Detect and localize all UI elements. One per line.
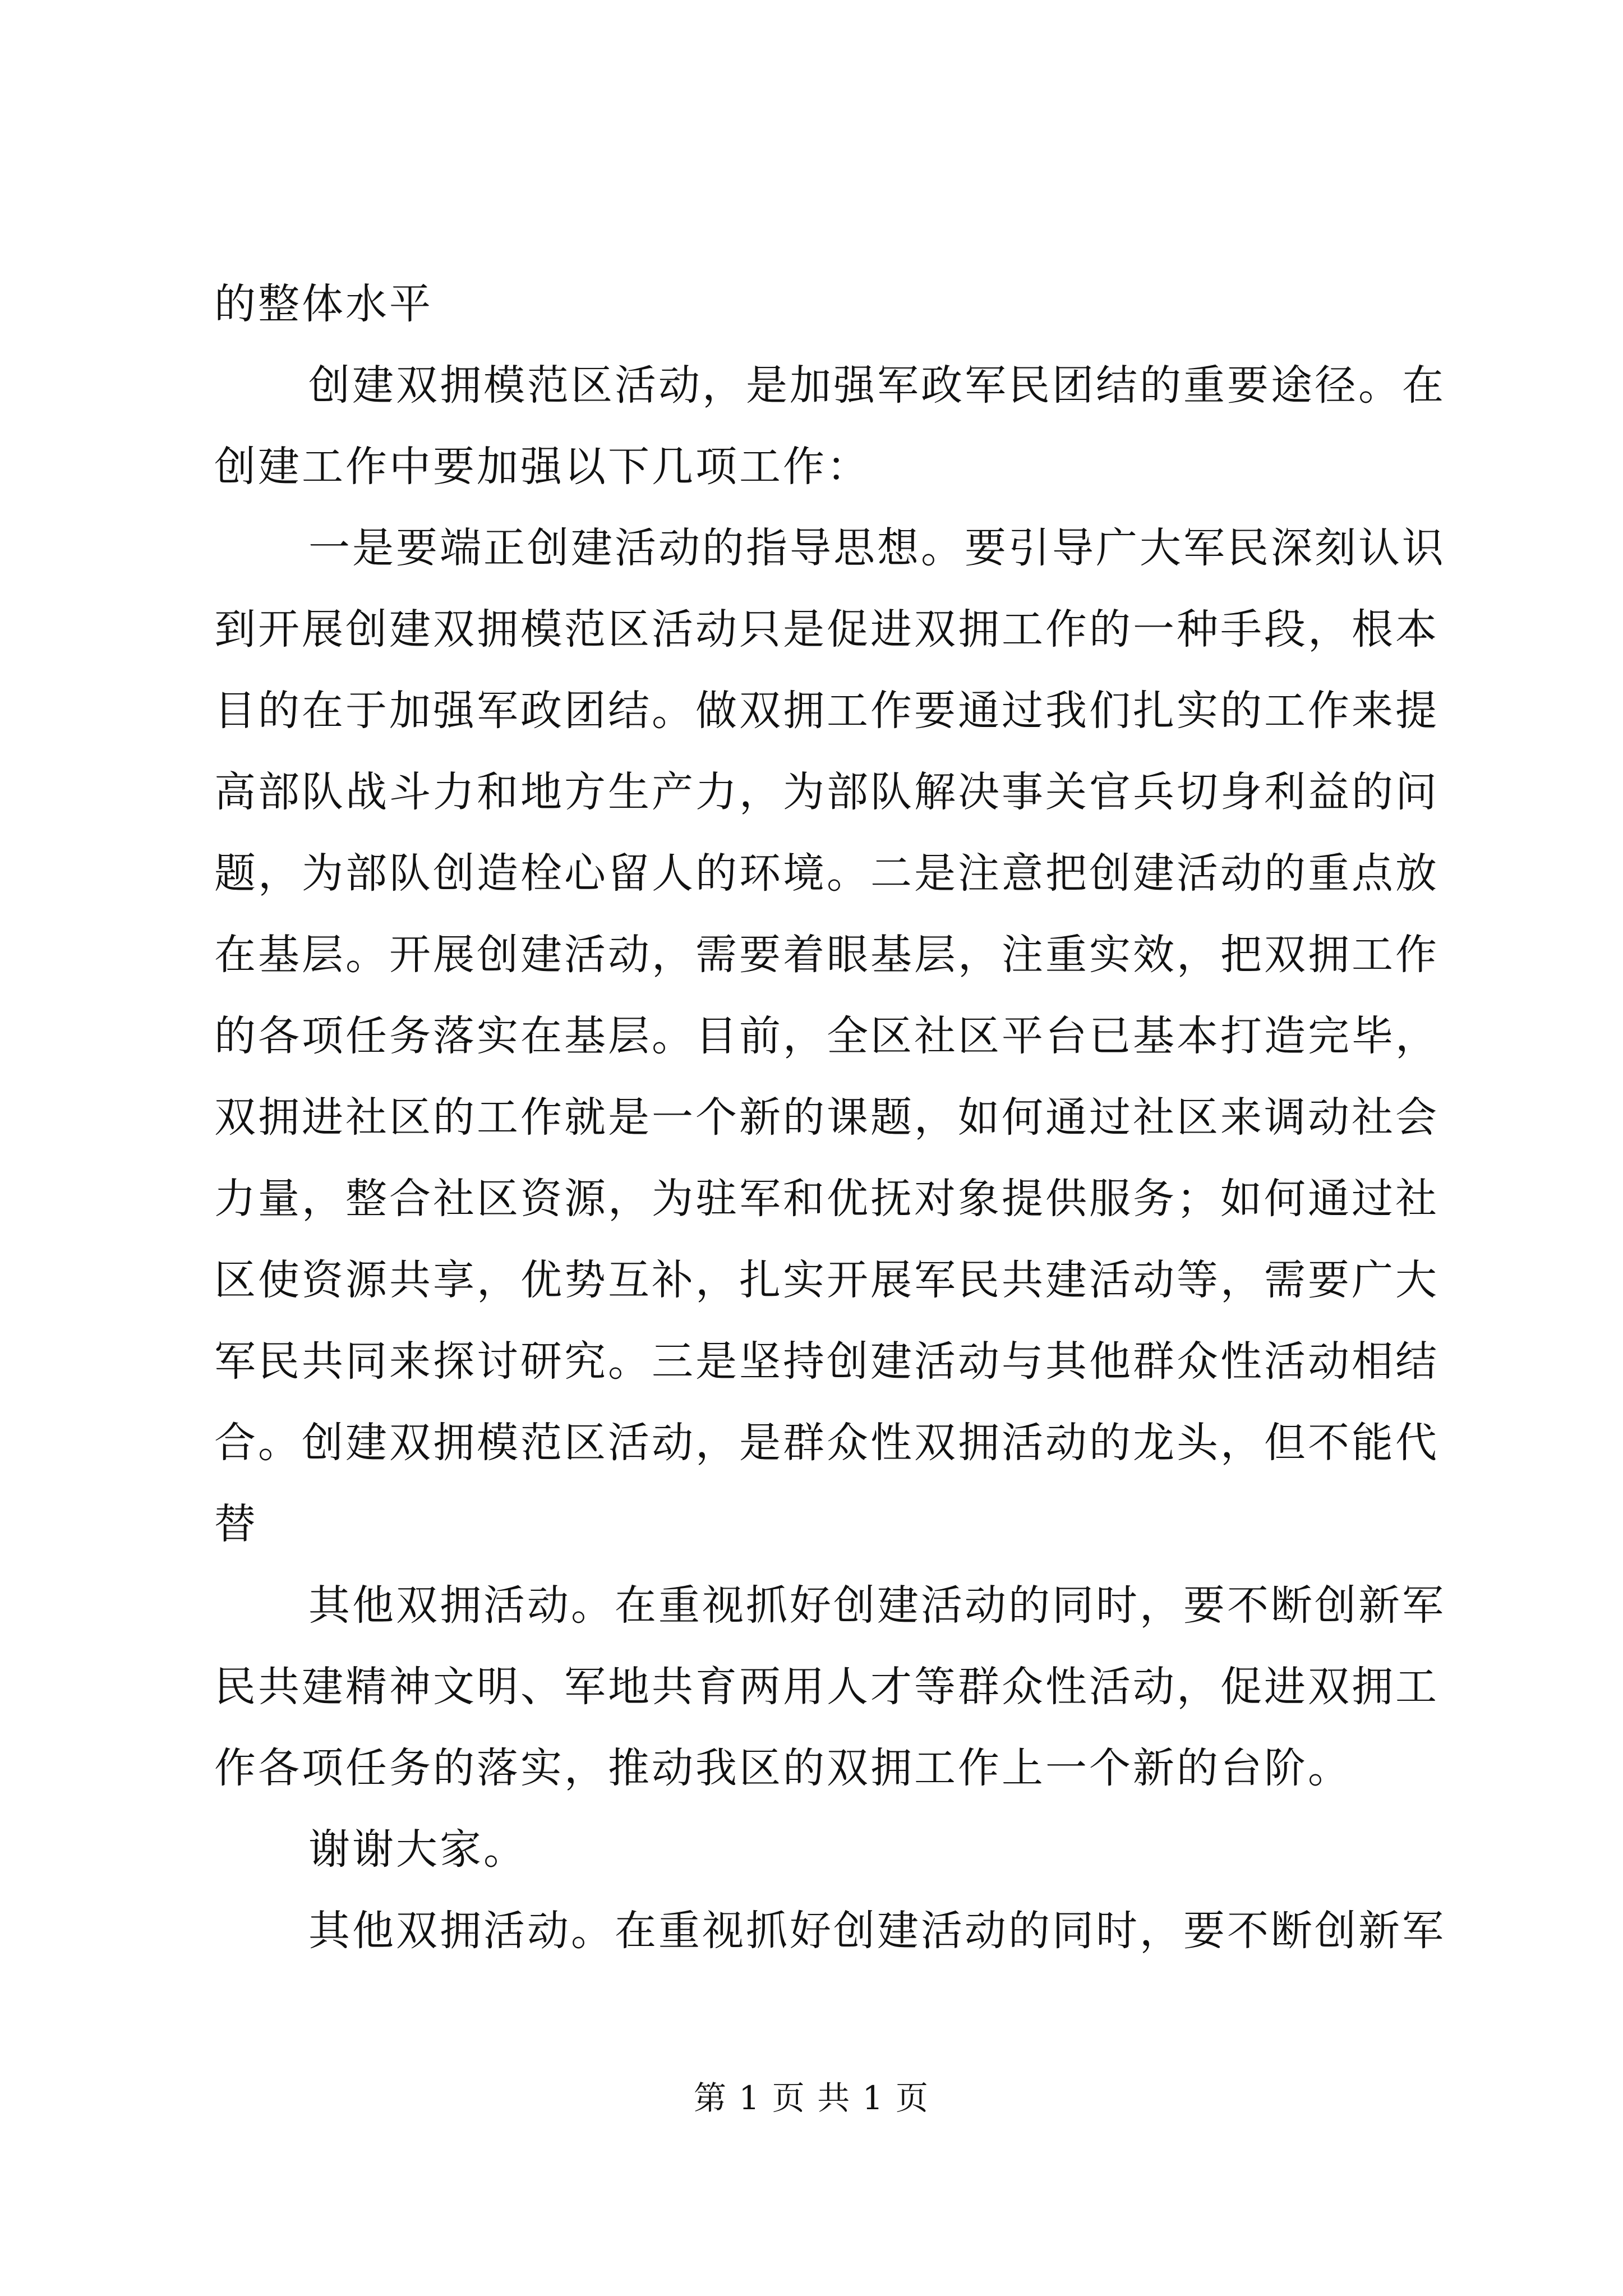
text-line: 的各项任务落实在基层。目前，全区社区平台已基本打造完毕， bbox=[214, 1012, 1439, 1060]
text-line: 的整体水平 bbox=[214, 280, 433, 328]
page-footer: 第 1 页 共 1 页 bbox=[694, 2079, 929, 2117]
text-line: 合。创建双拥模范区活动，是群众性双拥活动的龙头，但不能代 bbox=[214, 1419, 1439, 1467]
text-line: 其他双拥活动。在重视抓好创建活动的同时，要不断创新军 bbox=[308, 1907, 1446, 1955]
text-line: 作各项任务的落实，推动我区的双拥工作上一个新的台阶。 bbox=[214, 1744, 1352, 1792]
text-line: 题，为部队创造栓心留人的环境。二是注意把创建活动的重点放 bbox=[214, 849, 1439, 898]
text-line: 谢谢大家。 bbox=[308, 1825, 527, 1874]
text-line: 替 bbox=[214, 1500, 258, 1548]
text-line: 创建双拥模范区活动，是加强军政军民团结的重要途径。在 bbox=[308, 361, 1446, 409]
text-line: 双拥进社区的工作就是一个新的课题，如何通过社区来调动社会 bbox=[214, 1093, 1439, 1142]
text-line: 其他双拥活动。在重视抓好创建活动的同时，要不断创新军 bbox=[308, 1581, 1446, 1630]
text-line: 军民共同来探讨研究。三是坚持创建活动与其他群众性活动相结 bbox=[214, 1337, 1439, 1386]
text-line: 民共建精神文明、军地共育两用人才等群众性活动，促进双拥工 bbox=[214, 1663, 1439, 1711]
text-line: 创建工作中要加强以下几项工作： bbox=[214, 443, 870, 491]
text-line: 一是要端正创建活动的指导思想。要引导广大军民深刻认识 bbox=[308, 524, 1446, 572]
text-line: 在基层。开展创建活动，需要着眼基层，注重实效，把双拥工作 bbox=[214, 931, 1439, 979]
text-line: 到开展创建双拥模范区活动只是促进双拥工作的一种手段，根本 bbox=[214, 605, 1439, 654]
text-line: 高部队战斗力和地方生产力，为部队解决事关官兵切身利益的问 bbox=[214, 768, 1439, 816]
document-body bbox=[214, 264, 1446, 1972]
text-line: 区使资源共享，优势互补，扎实开展军民共建活动等，需要广大 bbox=[214, 1256, 1439, 1304]
text-line: 目的在于加强军政团结。做双拥工作要通过我们扎实的工作来提 bbox=[214, 687, 1439, 735]
text-line: 力量，整合社区资源，为驻军和优抚对象提供服务；如何通过社 bbox=[214, 1175, 1439, 1223]
